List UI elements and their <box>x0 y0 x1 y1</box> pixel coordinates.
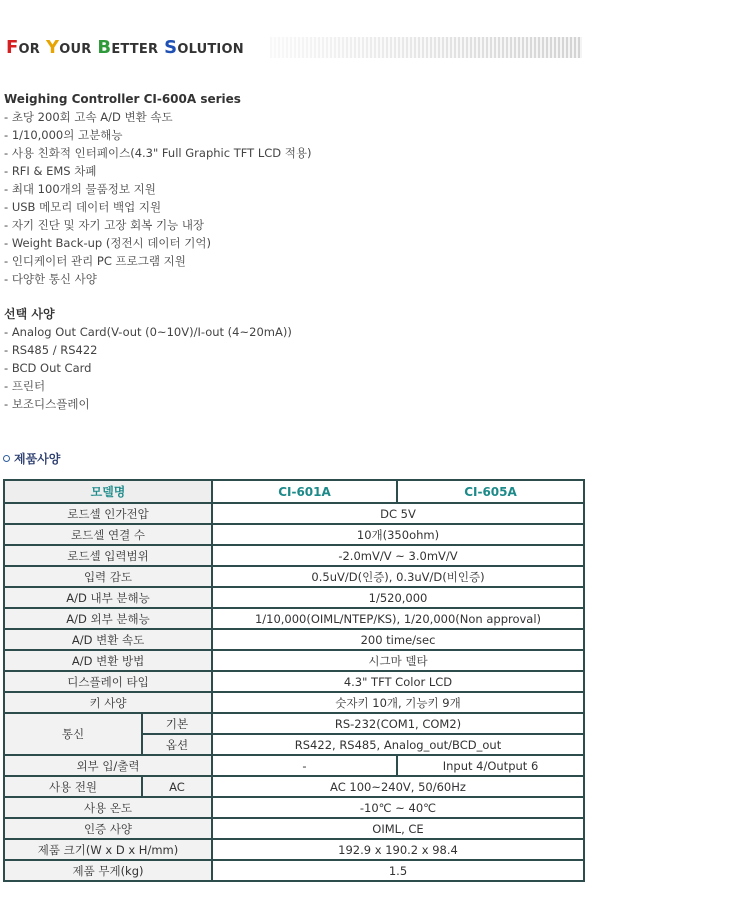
feature-item: - RFI & EMS 차폐 <box>4 162 311 180</box>
table-row <box>4 566 584 587</box>
table-row <box>4 671 584 692</box>
feature-item: - USB 메모리 데이터 백업 지원 <box>4 198 311 216</box>
options-list <box>4 323 292 413</box>
row-label: 제품 크기(W x D x H/mm) <box>4 839 212 860</box>
row-label: 사용 전원 <box>4 776 142 797</box>
slogan-banner <box>0 31 585 61</box>
table-row <box>4 713 584 734</box>
option-item: - 프린터 <box>4 377 292 395</box>
row-value: 1/520,000 <box>212 587 584 608</box>
table-header-row <box>4 480 584 503</box>
table-row <box>4 629 584 650</box>
row-label: 외부 입/출력 <box>4 755 212 776</box>
row-label: A/D 외부 분해능 <box>4 608 212 629</box>
header-ci-601a: CI-601A <box>212 480 397 503</box>
features-section <box>4 90 311 288</box>
feature-item: - Weight Back-up (정전시 데이터 기억) <box>4 234 311 252</box>
row-label: A/D 변환 방법 <box>4 650 212 671</box>
row-label: 인증 사양 <box>4 818 212 839</box>
feature-item: - 1/10,000의 고분해능 <box>4 126 311 144</box>
row-value: DC 5V <box>212 503 584 524</box>
row-label: 로드셀 인가전압 <box>4 503 212 524</box>
slogan-text <box>6 37 244 58</box>
row-value: AC 100~240V, 50/60Hz <box>212 776 584 797</box>
table-row <box>4 797 584 818</box>
feature-item: - 사용 친화적 인터페이스(4.3" Full Graphic TFT LCD 적용) <box>4 144 311 162</box>
option-item: - Analog Out Card(V-out (0~10V)/I-out (4~20mA)) <box>4 323 292 341</box>
features-list <box>4 108 311 288</box>
row-label: 키 사양 <box>4 692 212 713</box>
banner-stripes <box>270 37 582 58</box>
row-sublabel-option: 옵션 <box>142 734 212 755</box>
slogan-initial-f: F <box>6 37 19 58</box>
slogan-initial-y: Y <box>45 37 60 58</box>
slogan-rest-solution: OLUTION <box>177 42 244 57</box>
table-row <box>4 503 584 524</box>
row-value: 192.9 x 190.2 x 98.4 <box>212 839 584 860</box>
header-model: 모델명 <box>4 480 212 503</box>
options-section <box>4 305 292 413</box>
row-value: -2.0mV/V ~ 3.0mV/V <box>212 545 584 566</box>
row-value: 1/10,000(OIML/NTEP/KS), 1/20,000(Non approval) <box>212 608 584 629</box>
table-row <box>4 860 584 881</box>
slogan-rest-better: ETTER <box>111 42 159 57</box>
slogan-initial-s: S <box>164 37 178 58</box>
row-label: 로드셀 입력범위 <box>4 545 212 566</box>
row-value-ci-605a: Input 4/Output 6 <box>397 755 584 776</box>
table-row <box>4 608 584 629</box>
option-item: - 보조디스플레이 <box>4 395 292 413</box>
row-value: 숫자키 10개, 기능키 9개 <box>212 692 584 713</box>
row-value: 4.3" TFT Color LCD <box>212 671 584 692</box>
specs-title-text: 제품사양 <box>14 452 61 466</box>
row-sublabel-basic: 기본 <box>142 713 212 734</box>
table-row <box>4 650 584 671</box>
row-value: -10℃ ~ 40℃ <box>212 797 584 818</box>
circle-bullet-icon <box>3 455 10 462</box>
feature-item: - 자기 진단 및 자기 고장 회복 기능 내장 <box>4 216 311 234</box>
options-heading: 선택 사양 <box>4 307 55 321</box>
row-value: RS-232(COM1, COM2) <box>212 713 584 734</box>
spec-table <box>3 479 585 882</box>
table-row <box>4 524 584 545</box>
table-row <box>4 545 584 566</box>
option-item: - BCD Out Card <box>4 359 292 377</box>
feature-item: - 다양한 통신 사양 <box>4 270 311 288</box>
slogan-rest-for: OR <box>18 42 40 57</box>
slogan-initial-b: B <box>97 37 112 58</box>
row-label: A/D 변환 속도 <box>4 629 212 650</box>
table-row <box>4 587 584 608</box>
option-item: - RS485 / RS422 <box>4 341 292 359</box>
table-row <box>4 755 584 776</box>
row-value: 1.5 <box>212 860 584 881</box>
table-row <box>4 839 584 860</box>
feature-item: - 최대 100개의 물품정보 지원 <box>4 180 311 198</box>
row-label: 입력 감도 <box>4 566 212 587</box>
table-row <box>4 776 584 797</box>
row-value: OIML, CE <box>212 818 584 839</box>
row-value: 200 time/sec <box>212 629 584 650</box>
row-label: 제품 무게(kg) <box>4 860 212 881</box>
row-label: 사용 온도 <box>4 797 212 818</box>
row-value: 시그마 델타 <box>212 650 584 671</box>
specs-section-title <box>3 450 60 467</box>
row-label-comm: 통신 <box>4 713 142 755</box>
row-label: A/D 내부 분해능 <box>4 587 212 608</box>
features-heading: Weighing Controller CI-600A series <box>4 92 241 106</box>
row-value: RS422, RS485, Analog_out/BCD_out <box>212 734 584 755</box>
row-value: 0.5uV/D(인증), 0.3uV/D(비인증) <box>212 566 584 587</box>
table-row <box>4 818 584 839</box>
row-value: 10개(350ohm) <box>212 524 584 545</box>
row-label: 로드셀 연결 수 <box>4 524 212 545</box>
table-row <box>4 692 584 713</box>
feature-item: - 초당 200회 고속 A/D 변환 속도 <box>4 108 311 126</box>
slogan-rest-your: OUR <box>59 42 92 57</box>
row-value-ci-601a: - <box>212 755 397 776</box>
row-label: 디스플레이 타입 <box>4 671 212 692</box>
row-sublabel-ac: AC <box>142 776 212 797</box>
feature-item: - 인디케이터 관리 PC 프로그램 지원 <box>4 252 311 270</box>
header-ci-605a: CI-605A <box>397 480 584 503</box>
